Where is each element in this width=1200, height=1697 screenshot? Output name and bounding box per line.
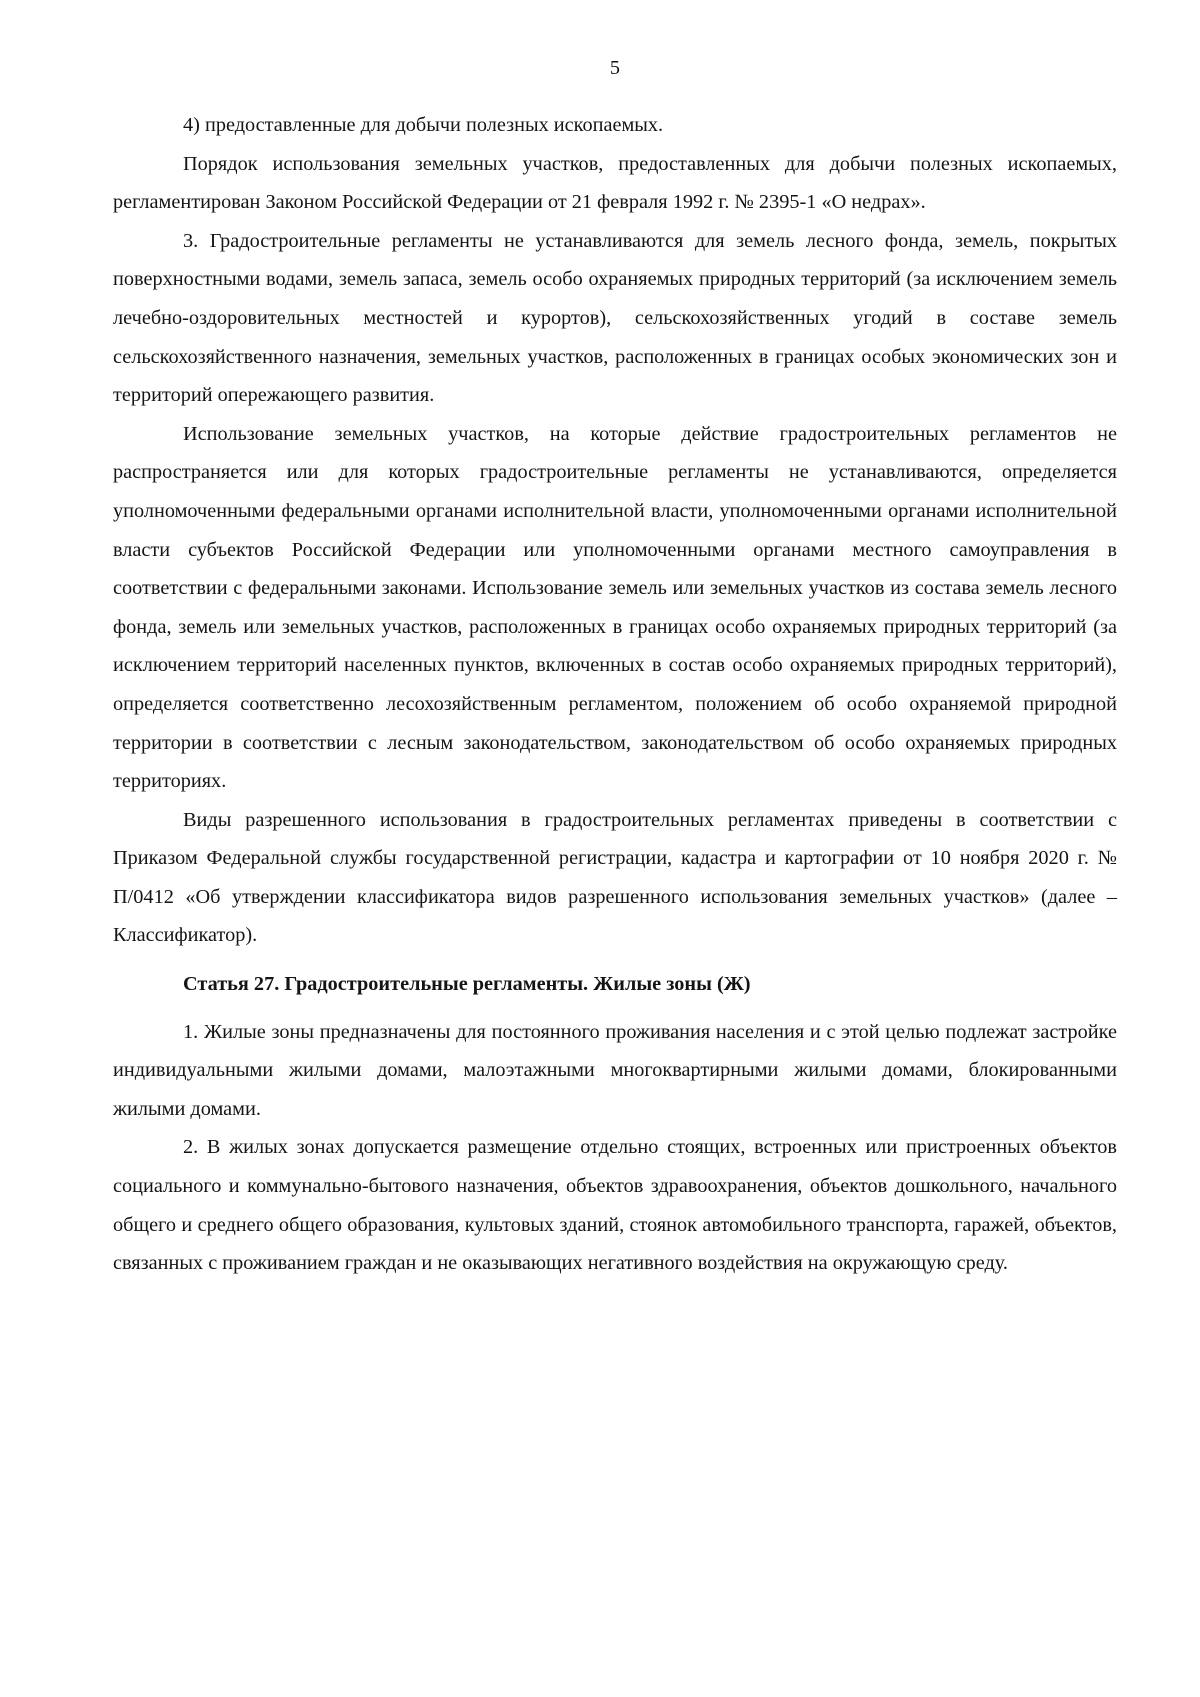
paragraph-land-use-authorities: Использование земельных участков, на которые действие градостроительных регламентов не распространяется или для которых градостроительные регламенты не устанавливаются, определяется уполномоченными федеральными органами исполнительной власти, уполномоченными органами исполнительной власти субъектов Российской Федерации или уполномоченными органами местного самоуправления в соответствии с федеральными законами. Использование земель или земельных участков из состава земель лесного фонда, земель или земельных участков, расположенных в границах особо охраняемых природных территорий (за исключением территорий населенных пунктов, включенных в состав особо охраняемых природных территорий), определяется соответственно лесохозяйственным регламентом, положением об особо охраняемой природной территории в соответствии с лесным законодательством, законодательством об особо охраняемых природных территориях. [113, 422, 1117, 793]
document-body [113, 106, 1117, 1283]
paragraph-item-4-mining: 4) предоставленные для добычи полезных ископаемых. [183, 114, 664, 136]
paragraph-1-residential-zones: 1. Жилые зоны предназначены для постоянного проживания населения и с этой целью подлежат застройке индивидуальными жилыми домами, малоэтажными многоквартирными жилыми домами, блокированными жилыми домами. [113, 1020, 1117, 1120]
page-number: 5 [609, 57, 621, 79]
paragraph-permitted-use-classifier: Виды разрешенного использования в градостроительных регламентах приведены в соответствии с Приказом Федеральной службы государственной регистрации, кадастра и картографии от 10 ноября 2020 г. № П/0412 «Об утверждении классификатора видов разрешенного использования земельных участков» (далее – Классификатор). [113, 808, 1117, 947]
paragraph-2-allowed-objects: 2. В жилых зонах допускается размещение отдельно стоящих, встроенных или пристроенных объектов социального и коммунально-бытового назначения, объектов здравоохранения, объектов дошкольного, начального общего и среднего общего образования, культовых зданий, стоянок автомобильного транспорта, гаражей, объектов, связанных с проживанием граждан и не оказывающих негативного воздействия на окружающую среду. [113, 1136, 1117, 1275]
article-27-heading: Статья 27. Градостроительные регламенты. Жилые зоны (Ж) [183, 973, 751, 996]
paragraph-3-regulations-not-established: 3. Градостроительные регламенты не устанавливаются для земель лесного фонда, земель, покрытых поверхностными водами, земель запаса, земель особо охраняемых природных территорий (за исключением земель лечебно-оздоровительных местностей и курортов), сельскохозяйственных угодий в составе земель сельскохозяйственного назначения, земельных участков, расположенных в границах особых экономических зон и территорий опережающего развития. [113, 229, 1117, 407]
paragraph-mining-land-use: Порядок использования земельных участков, предоставленных для добычи полезных ископаемых, регламентирован Законом Российской Федерации от 21 февраля 1992 г. № 2395-1 «О недрах». [113, 152, 1117, 214]
